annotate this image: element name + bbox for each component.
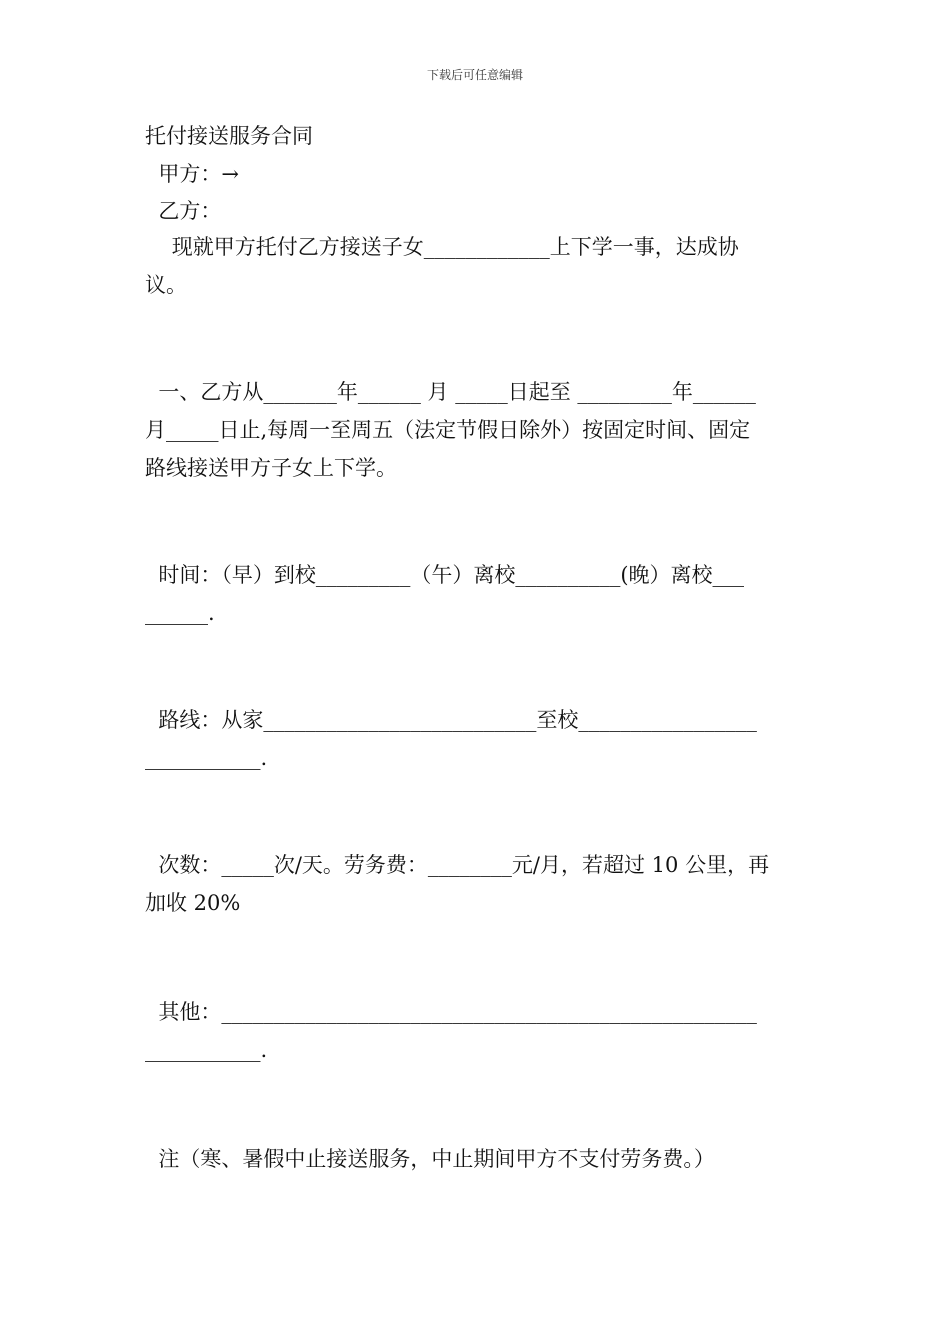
other-line-2: ___________.	[145, 1038, 268, 1062]
clause1-line-3: 路线接送甲方子女上下学。	[145, 456, 397, 480]
time-line-2: ______.	[145, 601, 215, 625]
count-line-1: 次数：_____次/天。劳务费：________元/月，若超过 10 公里，再	[145, 853, 770, 877]
note-line: 注（寒、暑假中止接送服务，中止期间甲方不支付劳务费。）	[145, 1147, 715, 1171]
page-header: 下载后可任意编辑	[426, 68, 523, 82]
time-line-1: 时间：（早）到校_________（午）离校__________(晚）离校___	[145, 563, 745, 587]
party-b: 乙方：	[145, 199, 222, 223]
other-line-1: 其他：___________________________________________________	[145, 1000, 757, 1024]
intro-line-2: 议。	[145, 273, 187, 297]
party-a: 甲方：→	[145, 162, 239, 186]
contract-title: 托付接送服务合同	[145, 124, 313, 148]
route-line-2: ___________.	[145, 746, 268, 770]
clause1-line-1: 一、乙方从_______年______ 月 _____日起至 _________年______	[145, 380, 756, 404]
route-line-1: 路线：从家__________________________至校_________________	[145, 708, 757, 732]
clause1-line-2: 月_____日止,每周一至周五（法定节假日除外）按固定时间、固定	[145, 418, 751, 442]
intro-line-1: 现就甲方托付乙方接送子女____________上下学一事，达成协	[145, 235, 739, 259]
count-line-2: 加收 20%	[145, 891, 241, 915]
